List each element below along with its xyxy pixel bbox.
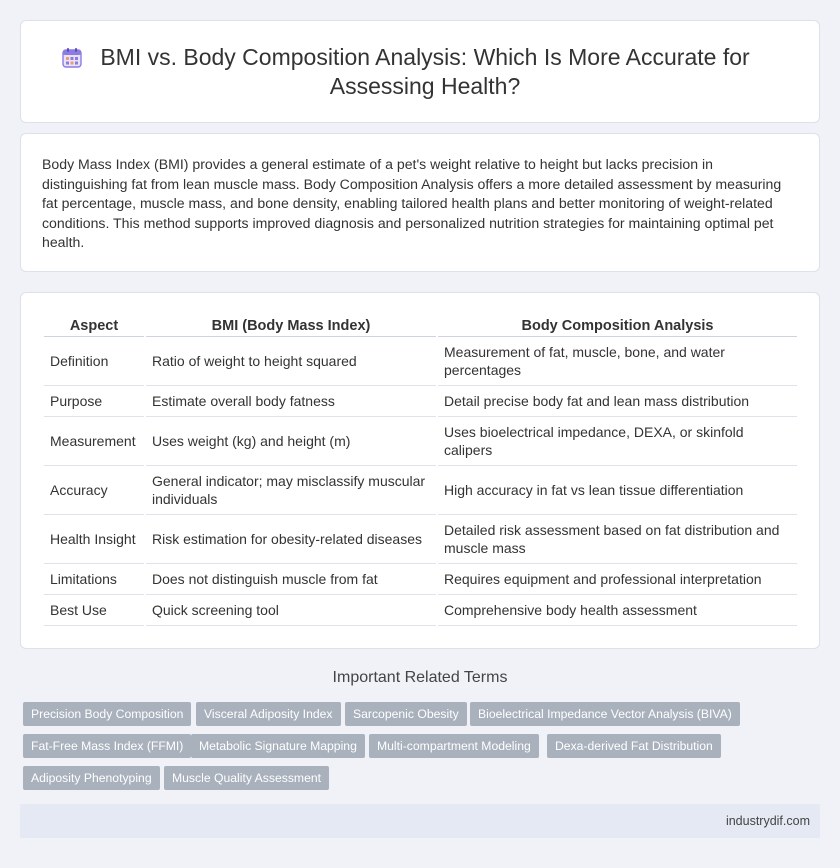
header-body-composition: Body Composition Analysis xyxy=(438,316,797,337)
table-row xyxy=(44,595,797,626)
tag-muscle-quality-assessment[interactable]: Muscle Quality Assessment xyxy=(164,766,329,790)
tag-adiposity-phenotyping[interactable]: Adiposity Phenotyping xyxy=(23,766,160,790)
cell-bmi: Risk estimation for obesity-related diseases xyxy=(146,515,436,564)
cell-body-composition: Detail precise body fat and lean mass distribution xyxy=(438,386,797,417)
cell-body-composition: Measurement of fat, muscle, bone, and water percentages xyxy=(438,337,797,386)
footer xyxy=(20,804,820,838)
tag-sarcopenic-obesity[interactable]: Sarcopenic Obesity xyxy=(345,702,467,726)
tag-precision-body-composition[interactable]: Precision Body Composition xyxy=(23,702,191,726)
header-bmi: BMI (Body Mass Index) xyxy=(146,316,436,337)
intro-paragraph: Body Mass Index (BMI) provides a general estimate of a pet's weight relative to height but lacks precision in distinguishing fat from lean muscle mass. Body Composition Analysis offers a more detailed assessment by measuring fat percentage, muscle mass, and bone density, enabling tailored health plans and better monitoring of weight-related conditions. This method supports improved diagnosis and personalized nutrition strategies for maintaining optimal pet health. xyxy=(42,156,782,251)
table-row xyxy=(44,337,797,386)
comparison-table-card xyxy=(20,292,820,649)
cell-aspect: Definition xyxy=(44,337,144,386)
cell-bmi: Uses weight (kg) and height (m) xyxy=(146,417,436,466)
footer-source: industrydif.com xyxy=(725,814,810,828)
tag-biva[interactable]: Bioelectrical Impedance Vector Analysis (BIVA) xyxy=(470,702,740,726)
title-card xyxy=(20,20,820,123)
table-row xyxy=(44,515,797,564)
tag-metabolic-signature-mapping[interactable]: Metabolic Signature Mapping xyxy=(191,734,365,758)
cell-bmi: Ratio of weight to height squared xyxy=(146,337,436,386)
tag-ffmi[interactable]: Fat-Free Mass Index (FFMI) xyxy=(23,734,191,758)
table-header-row xyxy=(44,316,797,337)
table-row xyxy=(44,386,797,417)
intro-card xyxy=(20,133,820,272)
table-row xyxy=(44,564,797,595)
cell-aspect: Limitations xyxy=(44,564,144,595)
cell-aspect: Purpose xyxy=(44,386,144,417)
cell-bmi: General indicator; may misclassify muscular individuals xyxy=(146,466,436,515)
tag-dexa-derived-fat-distribution[interactable]: Dexa-derived Fat Distribution xyxy=(547,734,721,758)
cell-bmi: Does not distinguish muscle from fat xyxy=(146,564,436,595)
table-row xyxy=(44,466,797,515)
tag-visceral-adiposity-index[interactable]: Visceral Adiposity Index xyxy=(196,702,341,726)
related-terms-heading: Important Related Terms xyxy=(332,669,508,686)
table-row xyxy=(44,417,797,466)
header-aspect: Aspect xyxy=(44,316,144,337)
cell-aspect: Health Insight xyxy=(44,515,144,564)
page-title: BMI vs. Body Composition Analysis: Which Is More Accurate for Assessing Health? xyxy=(100,44,750,99)
cell-aspect: Measurement xyxy=(44,417,144,466)
cell-body-composition: Requires equipment and professional interpretation xyxy=(438,564,797,595)
cell-body-composition: Uses bioelectrical impedance, DEXA, or skinfold calipers xyxy=(438,417,797,466)
cell-aspect: Accuracy xyxy=(44,466,144,515)
tag-multi-compartment-modeling[interactable]: Multi-compartment Modeling xyxy=(369,734,539,758)
cell-bmi: Estimate overall body fatness xyxy=(146,386,436,417)
cell-body-composition: Detailed risk assessment based on fat distribution and muscle mass xyxy=(438,515,797,564)
cell-body-composition: High accuracy in fat vs lean tissue differentiation xyxy=(438,466,797,515)
cell-body-composition: Comprehensive body health assessment xyxy=(438,595,797,626)
cell-bmi: Quick screening tool xyxy=(146,595,436,626)
cell-aspect: Best Use xyxy=(44,595,144,626)
comparison-table xyxy=(42,316,799,626)
